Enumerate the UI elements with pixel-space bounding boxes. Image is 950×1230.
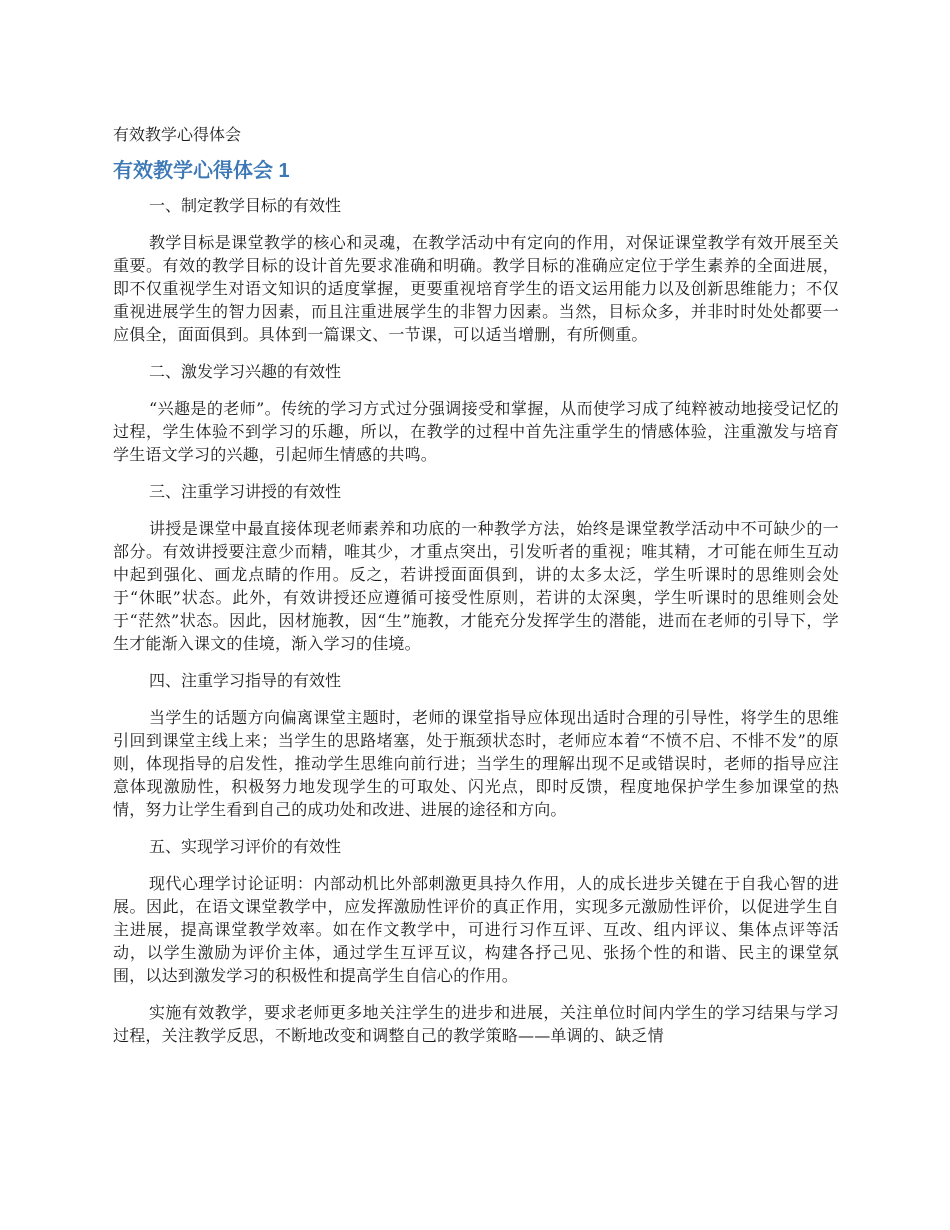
paragraph-4: 当学生的话题方向偏离课堂主题时，老师的课堂指导应体现出适时合理的引导性，将学生的思维引回到课堂主线上来；当学生的思路堵塞，处于瓶颈状态时，老师应本着“不愤不启、不悱不发”的原则，体现指导的启发性，推动学生思维向前行进；当学生的理解出现不足或错误时，老师的指导应注意体现激励性，积极努力地发现学生的可取处、闪光点，即时反馈，程度地保护学生参加课堂的热情，努力让学生看到自己的成功处和改进、进展的途径和方向。 <box>113 708 839 819</box>
document-title: 有效教学心得体会 <box>113 125 242 144</box>
subheading-2: 二、激发学习兴趣的有效性 <box>149 362 342 381</box>
paragraph-1: 教学目标是课堂教学的核心和灵魂，在教学活动中有定向的作用，对保证课堂教学有效开展至关重要。有效的教学目标的设计首先要求准确和明确。教学目标的准确应定位于学生素养的全面进展，即不仅重视学生对语文知识的适度掌握，更要重视培育学生的语文运用能力以及创新思维能力；不仅重视进展学生的智力因素，而且注重进展学生的非智力因素。当然，目标众多，并非时时处处都要一应俱全，面面俱到。具体到一篇课文、一节课，可以适当增删，有所侧重。 <box>113 233 839 344</box>
subheading-4: 四、注重学习指导的有效性 <box>149 671 342 690</box>
subheading-3: 三、注重学习讲授的有效性 <box>149 482 342 501</box>
subheading-1: 一、制定教学目标的有效性 <box>149 196 342 215</box>
paragraph-3: 讲授是课堂中最直接体现老师素养和功底的一种教学方法，始终是课堂教学活动中不可缺少的一部分。有效讲授要注意少而精，唯其少，才重点突出，引发听者的重视；唯其精，才可能在师生互动中起到强化、画龙点睛的作用。反之，若讲授面面俱到，讲的太多太泛，学生听课时的思维则会处于“休眠”状态。此外，有效讲授还应遵循可接受性原则，若讲的太深奥，学生听课时的思维则会处于“茫然”状态。因此，因材施教，因“生”施教，才能充分发挥学生的潜能，进而在老师的引导下，学生才能渐入课文的佳境，渐入学习的佳境。 <box>113 519 839 653</box>
subheading-5: 五、实现学习评价的有效性 <box>149 837 342 856</box>
paragraph-5: 现代心理学讨论证明：内部动机比外部刺激更具持久作用，人的成长进步关键在于自我心智的进展。因此，在语文课堂教学中，应发挥激励性评价的真正作用，实现多元激励性评价，以促进学生自主进展，提高课堂教学效率。如在作文教学中，可进行习作互评、互改、组内评议、集体点评等活动，以学生激励为评价主体，通过学生互评互议，构建各抒己见、张扬个性的和谐、民主的课堂氛围，以达到激发学习的积极性和提高学生自信心的作用。 <box>113 874 839 985</box>
section-heading: 有效教学心得体会 1 <box>113 160 290 182</box>
paragraph-2: “兴趣是的老师”。传统的学习方式过分强调接受和掌握，从而使学习成了纯粹被动地接受记忆的过程，学生体验不到学习的乐趣，所以，在教学的过程中首先注重学生的情感体验，注重激发与培育学生语文学习的兴趣，引起师生情感的共鸣。 <box>113 399 839 464</box>
document-page <box>113 122 839 1061</box>
closing-paragraph: 实施有效教学，要求老师更多地关注学生的进步和进展，关注单位时间内学生的学习结果与学习过程，关注教学反思，不断地改变和调整自己的教学策略——单调的、缺乏情 <box>113 1003 839 1045</box>
